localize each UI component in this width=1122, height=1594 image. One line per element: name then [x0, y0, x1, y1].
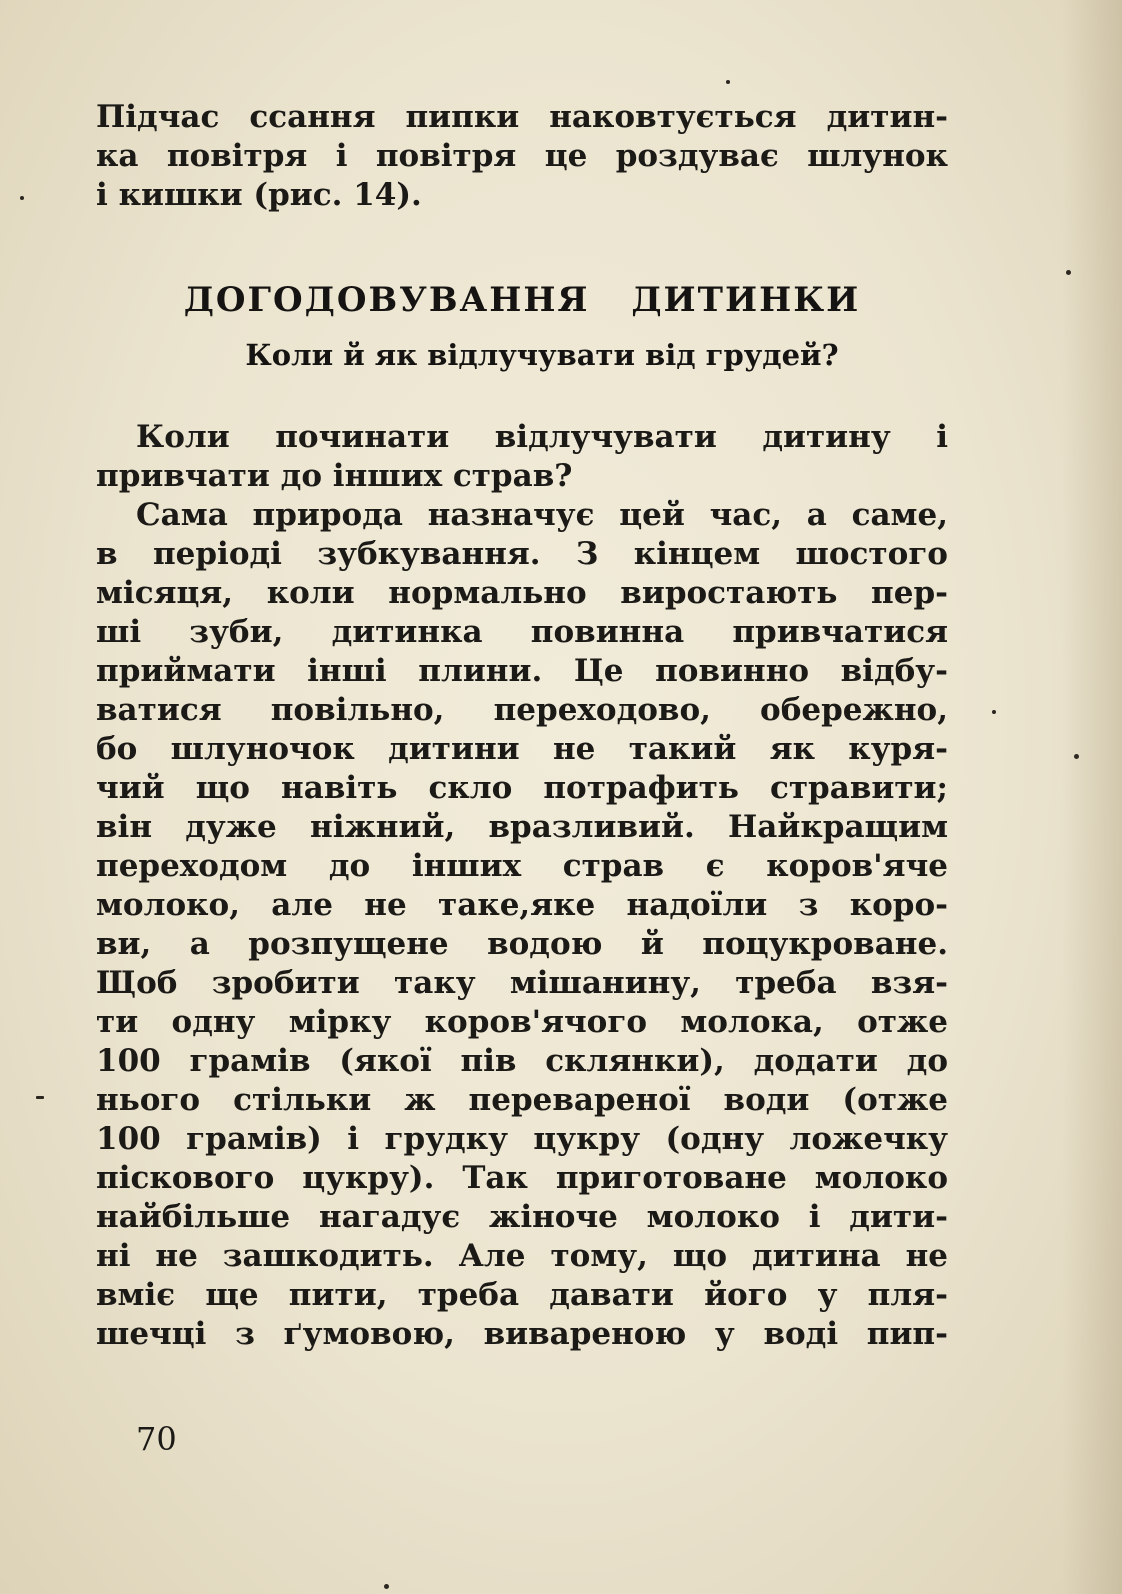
paper-speck: [992, 710, 996, 714]
body-line: ші зуби, дитинка повинна привчатися: [96, 614, 948, 650]
body-line: приймати інші плини. Це повинно відбу-: [96, 653, 948, 689]
body-line: найбільше нагадує жіноче молоко і дити-: [96, 1199, 948, 1235]
body-line: ти одну мірку коров'ячого молока, отже: [96, 1004, 948, 1040]
intro-line: ка повітря і повітря це роздуває шлунок: [96, 138, 948, 174]
body-line: ватися повільно, переходово, обережно,: [96, 692, 948, 728]
paper-speck: [1066, 270, 1071, 275]
paper-speck: [726, 80, 730, 84]
section-heading: ДОГОДОВУВАННЯ ДИТИНКИ: [183, 280, 861, 320]
body-line: місяця, коли нормально виростають пер-: [96, 575, 948, 611]
section-subheading: Коли й як відлучувати від грудей?: [245, 338, 839, 372]
body-line: ні не зашкодить. Але тому, що дитина не: [96, 1238, 948, 1274]
paper-speck: [20, 196, 24, 200]
body-line: привчати до інших страв?: [96, 458, 573, 494]
paper-speck: [1074, 754, 1079, 759]
body-text: [96, 418, 948, 1354]
paper-speck: [384, 1584, 389, 1589]
page-number: 70: [136, 1420, 177, 1458]
body-line: ви, а розпущене водою й поцукроване.: [96, 926, 948, 962]
body-line: переходом до інших страв є коров'яче: [96, 848, 948, 884]
body-line: бо шлуночок дитини не такий як куря-: [96, 731, 948, 767]
body-line: молоко, але не таке,яке надоїли з коро-: [96, 887, 948, 923]
intro-paragraph: [96, 98, 948, 215]
body-line: чий що навіть скло потрафить стравити;: [96, 770, 948, 806]
body-line: Щоб зробити таку мішанину, треба взя-: [96, 965, 948, 1001]
intro-line: і кишки (рис. 14).: [96, 177, 422, 213]
intro-line: Підчас ссання пипки наковтується дитин-: [96, 99, 948, 135]
body-line: Коли починати відлучувати дитину і: [136, 419, 948, 455]
body-line: в періоді зубкування. З кінцем шостого: [96, 536, 948, 572]
body-line: він дуже ніжний, вразливий. Найкращим: [96, 809, 948, 845]
body-line: вміє ще пити, треба давати його у пля-: [96, 1277, 948, 1313]
body-line: піскового цукру). Так приготоване молоко: [96, 1160, 948, 1196]
body-line: Сама природа назначує цей час, а саме,: [136, 497, 948, 533]
body-line: 100 грамів (якої пів склянки), додати до: [96, 1043, 948, 1079]
body-line: нього стільки ж переваренoї води (отже: [96, 1082, 948, 1118]
paper-speck: [36, 1096, 44, 1099]
body-line: шечці з ґумовою, вивареною у воді пип-: [96, 1316, 948, 1352]
body-line: 100 грамів) і грудку цукру (одну ложечку: [96, 1121, 948, 1157]
